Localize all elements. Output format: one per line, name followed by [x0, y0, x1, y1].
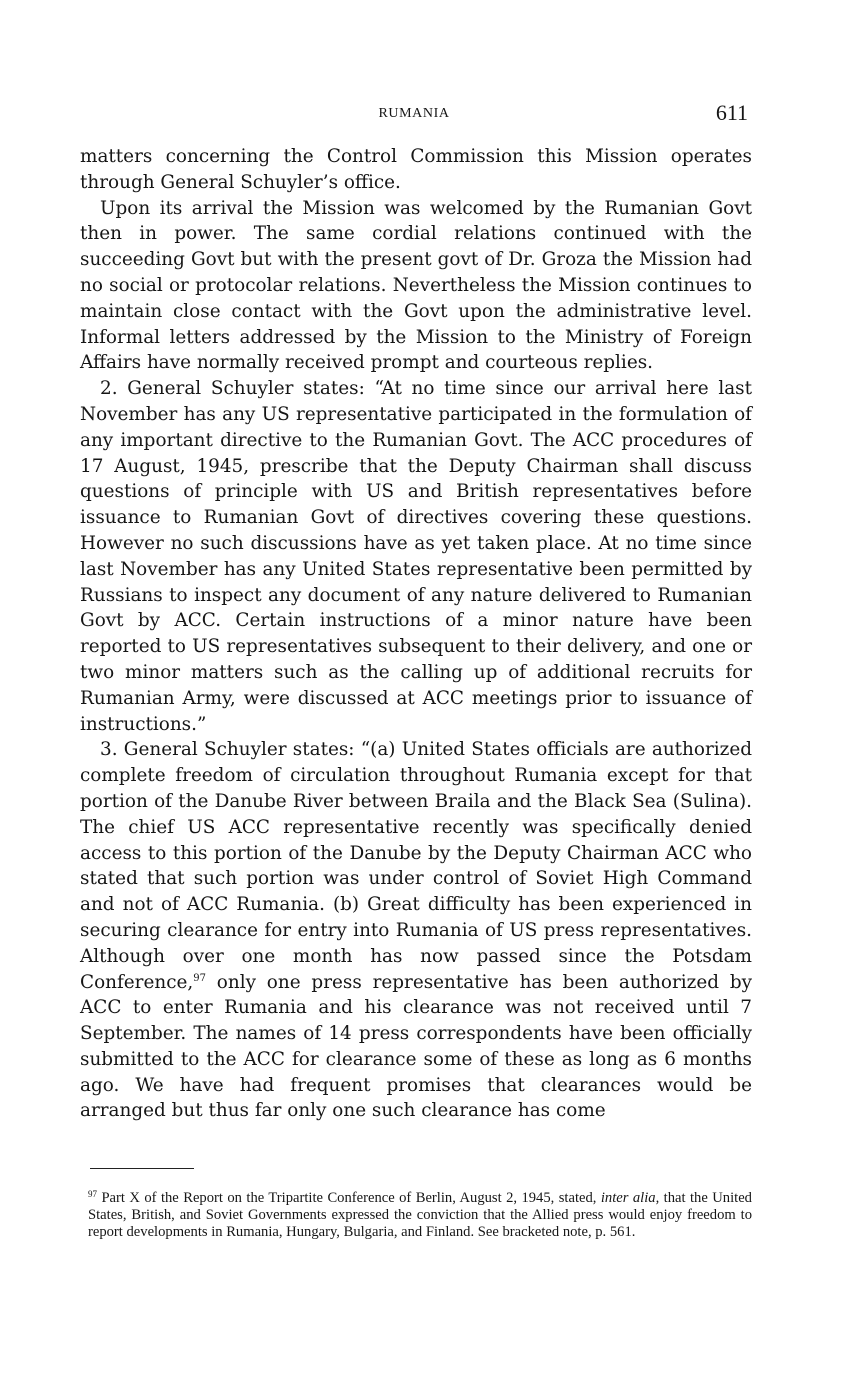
footnote-italic: inter alia,	[600, 1190, 660, 1206]
running-title: RUMANIA	[378, 106, 450, 121]
paragraph-point-3	[80, 737, 752, 1124]
paragraph-point-2: 2. General Schuyler states: “At no time since our arrival here last November has any US representative participated in the formulation of any important directive to the Rumanian Govt. The ACC procedures of 17 August, 1945, prescribe that the Deputy Chairman shall discuss questions of principle with US and British representatives before issuance to Rumanian Govt of directives covering these questions. However no such discussions have as yet taken place. At no time since last November has any United States representative been permitted by Russians to inspect any document of any nature delivered to Rumanian Govt by ACC. Certain instructions of a minor nature have been reported to US representatives subsequent to their delivery, and one or two minor matters such as the calling up of additional recruits for Rumanian Army, were discussed at ACC meetings prior to issuance of instructions.”	[80, 378, 752, 735]
footnote-reference: 97	[193, 972, 206, 984]
running-header	[80, 100, 748, 130]
page-number: 611	[715, 100, 748, 125]
footnote-divider	[90, 1168, 194, 1169]
body-text	[80, 144, 752, 1124]
paragraph-continuation: matters concerning the Control Commission this Mission operates through General Schuyler’s office.	[80, 146, 752, 193]
footnote-text-a: Part X of the Report on the Tripartite Conference of Berlin, August 2, 1945, stated,	[97, 1190, 601, 1206]
footnote-97	[88, 1190, 752, 1242]
paragraph-point-3-text-b: only one press representative has been authorized by ACC to enter Rumania and his clearance was not received until 7 September. The names of 14 press correspondents have been officially submitted to the ACC for clearance some of these as long as 6 months ago. We have had frequent promises that clearances would be arranged but thus far only one such clearance has come	[80, 971, 752, 1122]
paragraph-point-3-text-a: 3. General Schuyler states: “(a) United States officials are authorized complete freedom of circulation throughout Rumania except for that portion of the Danube River between Braila and the Black Sea (Sulina). The chief US ACC representative recently was specifically denied access to this portion of the Danube by the Deputy Chairman ACC who stated that such portion was under control of Soviet High Command and not of ACC Rumania. (b) Great difficulty has been experienced in securing clearance for entry into Rumania of US press representatives. Although over one month has now passed since the Potsdam Conference,	[80, 739, 752, 993]
footnote-text-b: that the United States, British, and Soviet Governments expressed the conviction that the Allied press would enjoy freedom to report developments in Rumania, Hungary, Bulgaria, and Finland. See bracketed note, p. 561.	[88, 1190, 752, 1241]
paragraph-mission-reception: Upon its arrival the Mission was welcomed by the Rumanian Govt then in power. The same cordial relations continued with the succeeding Govt but with the present govt of Dr. Groza the Mission had no social or protocolar relations. Nevertheless the Mission continues to maintain close contact with the Govt upon the administrative level. Informal letters addressed by the Mission to the Ministry of Foreign Affairs have normally received prompt and courteous replies.	[80, 197, 752, 374]
footnote-marker: 97	[88, 1189, 97, 1199]
